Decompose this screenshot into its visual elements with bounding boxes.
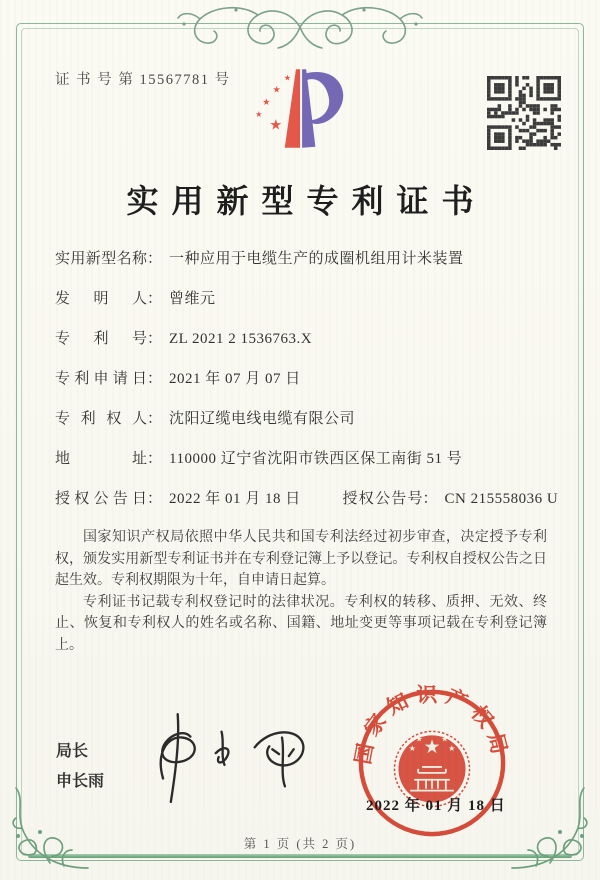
field-value: ZL 2021 2 1536763.X bbox=[169, 331, 313, 347]
field-label: 专利号 bbox=[55, 331, 147, 347]
svg-text:★: ★ bbox=[441, 734, 449, 744]
colon: ： bbox=[147, 371, 163, 387]
top-ornament-flourish-icon bbox=[140, 0, 460, 54]
svg-text:★: ★ bbox=[408, 744, 416, 754]
field-row-patent-no bbox=[55, 330, 549, 349]
colon: ： bbox=[147, 291, 163, 307]
svg-text:★: ★ bbox=[448, 744, 456, 754]
certificate-title: 实用新型专利证书 bbox=[126, 183, 487, 219]
colon: ： bbox=[422, 491, 438, 507]
seal-date: 2022 年 01 月 18 日 bbox=[366, 798, 506, 814]
colon: ： bbox=[147, 491, 163, 507]
field-row-patentee bbox=[55, 410, 549, 429]
field-value: 曾维元 bbox=[169, 291, 216, 307]
bottom-right-flourish-icon bbox=[508, 784, 596, 872]
colon: ： bbox=[147, 411, 163, 427]
field-row-inventor bbox=[55, 290, 549, 309]
field-value: 沈阳辽缆电线电缆有限公司 bbox=[169, 411, 356, 427]
field-label: 授权公告日 bbox=[55, 491, 147, 507]
page-number: 第 1 页 (共 2 页) bbox=[243, 837, 357, 851]
svg-text:★: ★ bbox=[283, 72, 292, 83]
field-grant-no bbox=[343, 490, 559, 509]
svg-text:★: ★ bbox=[272, 84, 281, 96]
legal-paragraph-2: 专利证书记载专利权登记时的法律状况。专利权的转移、质押、无效、终止、恢复和专利权人的姓名或名称、国籍、地址变更等事项记载在专利登记簿上。 bbox=[55, 594, 547, 653]
colon: ： bbox=[147, 251, 163, 267]
svg-text:★: ★ bbox=[255, 109, 263, 120]
svg-text:★: ★ bbox=[423, 737, 441, 759]
fields-section bbox=[55, 250, 559, 530]
colon: ： bbox=[147, 451, 163, 467]
legal-paragraph-1: 国家知识产权局依照中华人民共和国专利法经过初步审查，决定授予专利权，颁发实用新型专利证书并在专利登记簿上予以登记。专利权自授权公告之日起生效。专利权期限为十年，自申请日起算。 bbox=[55, 530, 547, 588]
field-value: 一种应用于电缆生产的成圈机组用计米装置 bbox=[169, 251, 464, 267]
cnipa-logo-icon bbox=[249, 66, 347, 152]
field-row-name bbox=[55, 250, 549, 269]
colon: ： bbox=[147, 331, 163, 347]
official-seal bbox=[353, 684, 511, 842]
field-label: 授权公告号 bbox=[342, 491, 423, 507]
field-label: 实用新型名称 bbox=[55, 251, 147, 267]
field-grant-date bbox=[55, 490, 301, 509]
svg-text:★: ★ bbox=[269, 117, 283, 134]
field-value: 2022 年 01 月 18 日 bbox=[169, 491, 301, 507]
field-value: 110000 辽宁省沈阳市铁西区保工南街 51 号 bbox=[169, 451, 463, 467]
field-label: 专利申请日 bbox=[55, 371, 147, 387]
field-value: CN 215558036 U bbox=[444, 491, 559, 507]
legal-text bbox=[55, 527, 547, 656]
certificate-number: 证 书 号 第 15567781 号 bbox=[55, 72, 231, 88]
officer-title: 局长 bbox=[56, 743, 89, 760]
border-bottom-accent bbox=[28, 854, 572, 858]
field-label: 专利权人 bbox=[55, 411, 147, 427]
field-row-filing-date bbox=[55, 370, 549, 389]
officer-name: 申长雨 bbox=[56, 773, 105, 790]
field-row-address bbox=[55, 450, 549, 469]
field-value: 2021 年 07 月 07 日 bbox=[169, 371, 301, 387]
field-label: 发明人 bbox=[55, 291, 147, 307]
field-label: 地址 bbox=[55, 451, 147, 467]
seal-text: 国家知识产权局 bbox=[353, 684, 511, 767]
svg-text:★: ★ bbox=[262, 96, 271, 108]
bottom-left-flourish-icon bbox=[4, 784, 92, 872]
qr-code bbox=[487, 76, 561, 150]
svg-text:★: ★ bbox=[415, 734, 423, 744]
field-row-grant bbox=[55, 490, 559, 509]
officer-signature-icon bbox=[126, 710, 321, 808]
